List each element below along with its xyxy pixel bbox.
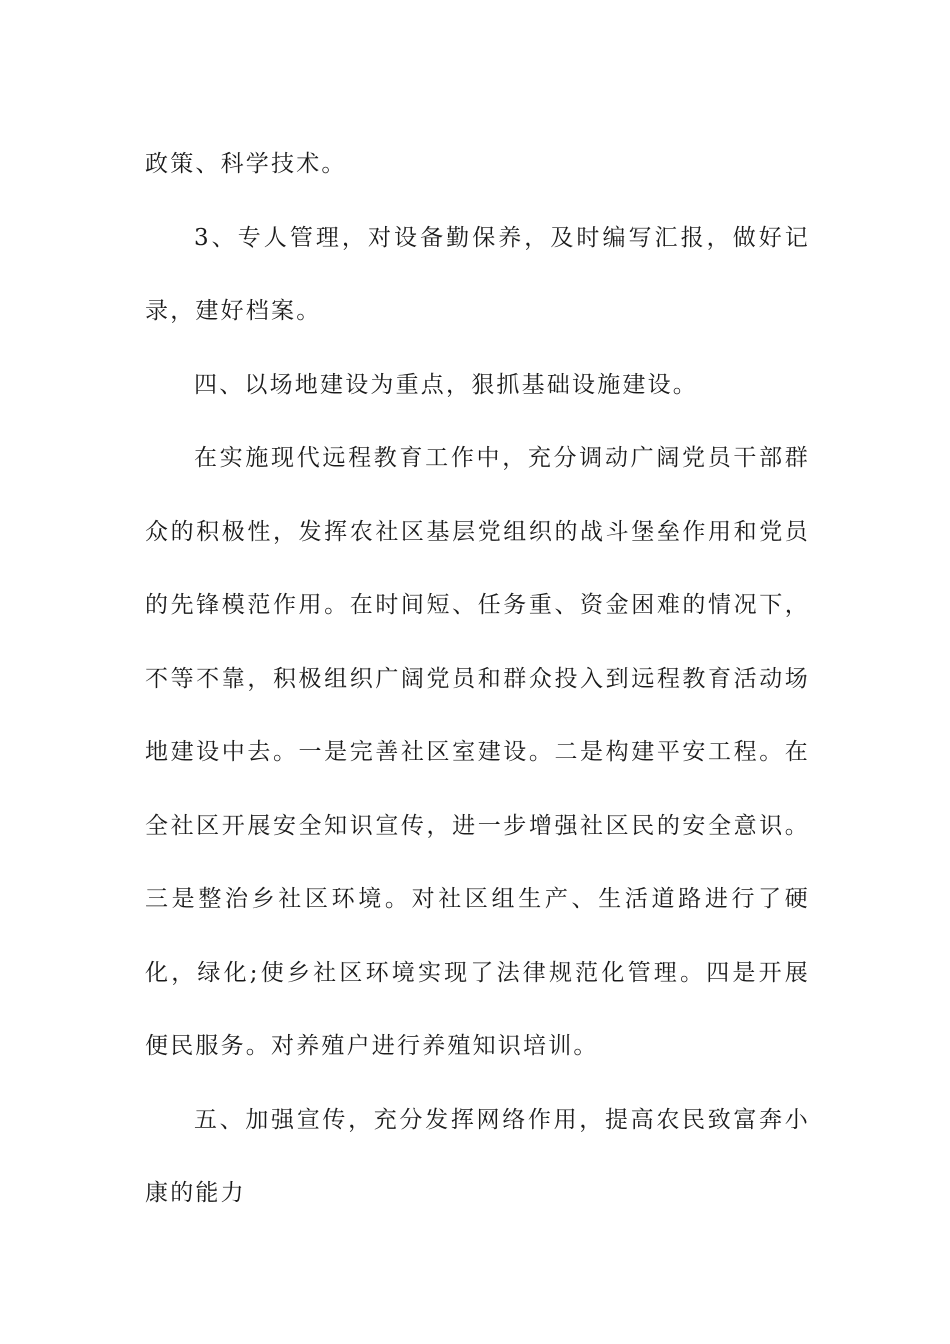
document-body	[145, 128, 810, 1231]
heading-strengthen-publicity: 五、加强宣传，充分发挥网络作用，提高农民致富奔小康的能力	[145, 1106, 810, 1206]
paragraph-remote-education: 在实施现代远程教育工作中，充分调动广阔党员干部群众的积极性，发挥农社区基层党组织的战斗堡垒作用和党员的先锋模范作用。在时间短、任务重、资金困难的情况下，不等不靠，积极组织广阔党员和群众投入到远程教育活动场地建设中去。一是完善社区室建设。二是构建平安工程。在全社区开展安全知识宣传，进一步增强社区民的安全意识。三是整治乡社区环境。对社区组生产、生活道路进行了硬化，绿化;使乡社区环境实现了法律规范化管理。四是开展便民服务。对养殖户进行养殖知识培训。	[145, 445, 810, 1059]
heading-site-construction: 四、以场地建设为重点，狠抓基础设施建设。	[194, 371, 698, 398]
paragraph-policy-tech: 政策、科学技术。	[145, 151, 347, 177]
paragraph-equipment-management: 3、专人管理，对设备勤保养，及时编写汇报，做好记录，建好档案。	[145, 224, 810, 324]
